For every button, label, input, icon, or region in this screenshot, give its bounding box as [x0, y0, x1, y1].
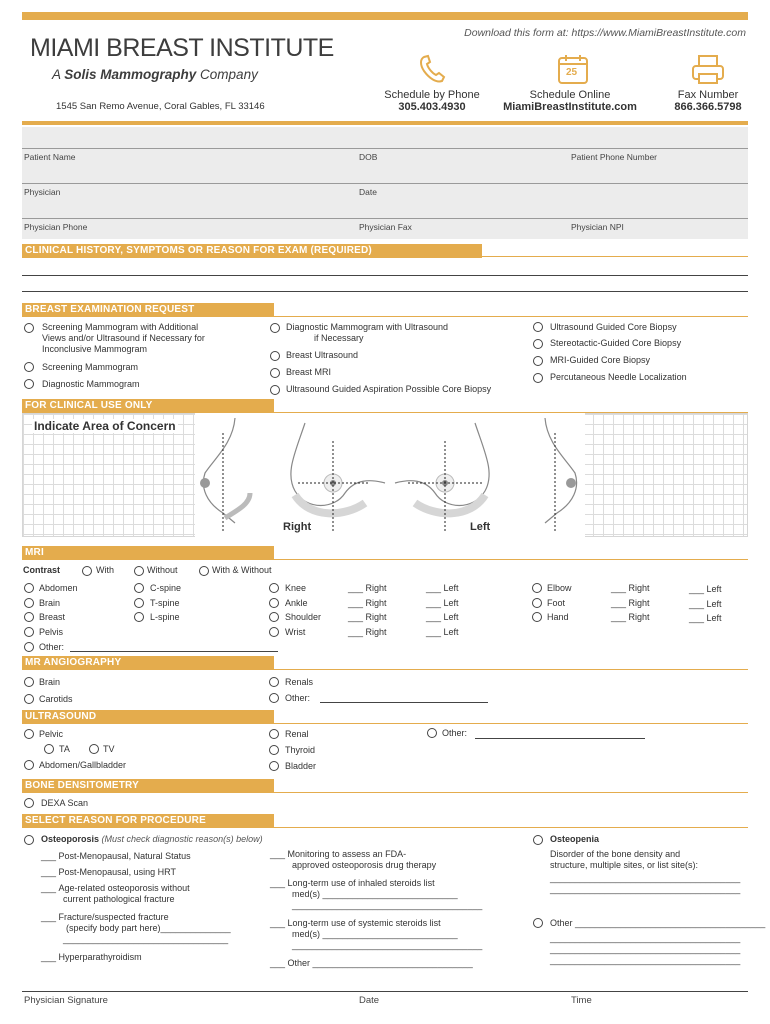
reason-other-right[interactable]: Other ______________________________________ [550, 918, 766, 928]
radio-knee[interactable] [269, 583, 279, 593]
radio-abdomen-gallbladder[interactable] [24, 760, 34, 770]
phone-number[interactable]: 305.403.4930 [398, 101, 466, 113]
address: 1545 San Remo Avenue, Coral Gables, FL 33146 [56, 101, 265, 112]
option-label: Pelvis [39, 627, 64, 637]
patient-name-label: Patient Name [24, 152, 76, 162]
option-label: Other: [39, 642, 65, 652]
clinical-history-header: CLINICAL HISTORY, SYMPTOMS OR REASON FOR EXAM (REQUIRED) [22, 244, 482, 258]
radio-c-spine[interactable] [134, 583, 144, 593]
footer-time-label: Time [571, 995, 592, 1006]
option-label: Hand [547, 612, 569, 622]
option-label: L-spine [150, 612, 180, 622]
radio-us-other[interactable] [427, 728, 437, 738]
option-label: Breast MRI [286, 367, 332, 377]
bone-header: BONE DENSITOMETRY [22, 779, 274, 793]
option-label: Pelvic [39, 729, 64, 739]
option-label: TA [59, 744, 70, 754]
option-label: Knee [285, 583, 307, 593]
option-label: Elbow [547, 583, 572, 593]
radio-pelvis[interactable] [24, 627, 34, 637]
calendar-day: 25 [566, 67, 578, 78]
radio-tv[interactable] [89, 744, 99, 754]
radio-ankle[interactable] [269, 598, 279, 608]
option-label: Shoulder [285, 612, 322, 622]
option-label: Foot [547, 598, 566, 608]
radio-shoulder[interactable] [269, 612, 279, 622]
wrist-right[interactable]: ___ Right [348, 627, 387, 637]
option-label: TV [103, 744, 115, 754]
option-label: Brain [39, 598, 61, 608]
radio-mri-biopsy[interactable] [533, 356, 543, 366]
option-label: With & Without [212, 565, 272, 575]
ankle-left[interactable]: ___ Left [426, 598, 459, 608]
clinical-history-line[interactable] [22, 291, 748, 292]
option-label: Abdomen/Gallbladder [39, 760, 127, 770]
radio-diagnostic-mammogram[interactable] [24, 379, 34, 389]
hand-right[interactable]: ___ Right [611, 612, 650, 622]
radio-screening-mammogram[interactable] [24, 362, 34, 372]
radio-renals[interactable] [269, 677, 279, 687]
radio-breast-ultrasound[interactable] [270, 351, 280, 361]
signature-label: Physician Signature [24, 995, 108, 1006]
physician-label: Physician [24, 187, 61, 197]
patient-phone-label: Patient Phone Number [571, 152, 657, 162]
hand-left[interactable]: ___ Left [689, 613, 722, 623]
option-label: Wrist [285, 627, 306, 637]
post-menopausal-natural[interactable]: ___ Post-Menopausal, Natural Status [41, 851, 191, 861]
shoulder-left[interactable]: ___ Left [426, 612, 459, 622]
wrist-left[interactable]: ___ Left [426, 627, 459, 637]
elbow-right[interactable]: ___ Right [611, 583, 650, 593]
date-label: Date [359, 187, 377, 197]
radio-stereotactic-biopsy[interactable] [533, 339, 543, 349]
option-label: DEXA Scan [41, 798, 89, 808]
monitoring-fda[interactable]: ___ Monitoring to assess an FDA- approved osteoporosis drug therapy [270, 849, 437, 870]
hyperparathyroidism[interactable]: ___ Hyperparathyroidism [41, 952, 142, 962]
radio-pelvic[interactable] [24, 729, 34, 739]
osteoporosis-label: Osteoporosis (Must check diagnostic reason(s) below) [41, 834, 263, 844]
physician-fax-label: Physician Fax [359, 222, 412, 232]
mri-other-field[interactable] [70, 651, 278, 652]
radio-mra-brain[interactable] [24, 677, 34, 687]
us-other-field[interactable] [475, 738, 645, 739]
radio-needle-localization[interactable] [533, 373, 543, 383]
elbow-left[interactable]: ___ Left [689, 584, 722, 594]
radio-abdomen[interactable] [24, 583, 34, 593]
option-label: C-spine [150, 583, 182, 593]
radio-osteopenia[interactable] [533, 835, 543, 845]
clinical-use-header: FOR CLINICAL USE ONLY [22, 399, 274, 413]
option-label: Breast Ultrasound [286, 350, 359, 360]
option-label: Brain [39, 677, 61, 687]
footer-date-label: Date [359, 995, 380, 1006]
radio-carotids[interactable] [24, 694, 34, 704]
radio-reason-other[interactable] [533, 918, 543, 928]
breast-exam-header: BREAST EXAMINATION REQUEST [22, 303, 274, 317]
schedule-online: Schedule Online MiamiBreastInstitute.com [488, 89, 652, 113]
fracture[interactable]: ___ Fracture/suspected fracture (specify body part here)______________ _________________________________ [41, 912, 231, 944]
option-label: Screening Mammogram [42, 362, 139, 372]
radio-l-spine[interactable] [134, 612, 144, 622]
foot-left[interactable]: ___ Left [689, 599, 722, 609]
osteopenia-label: Osteopenia [550, 834, 600, 844]
brand-name: MIAMI BREAST INSTITUTE [30, 34, 334, 62]
fax-icon [691, 54, 725, 86]
contrast-label: Contrast [23, 565, 61, 575]
osteopenia-desc: Disorder of the bone density and structure, multiple sites, or list site(s): [550, 849, 699, 870]
option-label: Without [147, 565, 178, 575]
option-label: T-spine [150, 598, 180, 608]
radio-breast[interactable] [24, 612, 34, 622]
option-label: Thyroid [285, 745, 316, 755]
download-text[interactable]: Download this form at: https://www.MiamiBreastInstitute.com [464, 27, 746, 39]
radio-wrist[interactable] [269, 627, 279, 637]
indicate-area-label: Indicate Area of Concern [34, 419, 176, 433]
mra-other-field[interactable] [320, 702, 488, 703]
radio-t-spine[interactable] [134, 598, 144, 608]
option-label: Carotids [39, 694, 73, 704]
option-label: Ultrasound Guided Aspiration Possible Core Biopsy [286, 384, 492, 394]
option-label: Breast [39, 612, 66, 622]
knee-left[interactable]: ___ Left [426, 583, 459, 593]
option-label: Stereotactic-Guided Core Biopsy [550, 338, 682, 348]
radio-elbow[interactable] [532, 583, 542, 593]
ankle-right[interactable]: ___ Right [348, 598, 387, 608]
option-label: Percutaneous Needle Localization [550, 372, 687, 382]
radio-without[interactable] [134, 566, 144, 576]
radio-hand[interactable] [532, 612, 542, 622]
radio-renal[interactable] [269, 729, 279, 739]
systemic-steroids[interactable]: ___ Long-term use of systemic steroids list med(s) ___________________________ ______________________________________ [270, 918, 483, 950]
radio-mra-other[interactable] [269, 693, 279, 703]
option-label: Renal [285, 729, 309, 739]
reason-other-mid[interactable]: ___ Other ________________________________ [270, 958, 473, 968]
left-label: Left [470, 521, 491, 533]
osteopenia-lines[interactable]: ______________________________________ ______________________________________ [550, 873, 741, 894]
radio-foot[interactable] [532, 598, 542, 608]
radio-ta[interactable] [44, 744, 54, 754]
option-label: Diagnostic Mammogram with Ultrasound if Necessary [286, 322, 449, 343]
mra-header: MR ANGIOGRAPHY [22, 656, 274, 670]
option-label: With [96, 565, 114, 575]
header-divider [22, 121, 748, 125]
knee-right[interactable]: ___ Right [348, 583, 387, 593]
physician-phone-label: Physician Phone [24, 222, 88, 232]
option-label: Renals [285, 677, 314, 687]
radio-breast-mri[interactable] [270, 368, 280, 378]
radio-diagnostic-ultrasound[interactable] [270, 323, 280, 333]
top-accent-bar [22, 12, 748, 20]
foot-right[interactable]: ___ Right [611, 598, 650, 608]
option-label: MRI-Guided Core Biopsy [550, 355, 651, 365]
radio-screening-additional[interactable] [24, 323, 34, 333]
option-label: Other: [285, 693, 311, 703]
post-menopausal-hrt[interactable]: ___ Post-Menopausal, using HRT [41, 867, 176, 877]
fax-number: Fax Number 866.366.5798 [674, 89, 742, 113]
radio-brain[interactable] [24, 598, 34, 608]
phone-icon [418, 53, 448, 85]
option-label: Screening Mammogram with Additional Views and/or Ultrasound if Necessary for Inconclusive Mammogram [42, 322, 205, 354]
radio-us-core-biopsy[interactable] [533, 322, 543, 332]
radio-dexa[interactable] [24, 798, 34, 808]
radio-with[interactable] [82, 566, 92, 576]
age-related[interactable]: ___ Age-related osteoporosis without current pathological fracture [41, 883, 190, 904]
physician-npi-label: Physician NPI [571, 222, 624, 232]
shoulder-right[interactable]: ___ Right [348, 612, 387, 622]
clinical-history-line[interactable] [22, 275, 748, 276]
radio-with-without[interactable] [199, 566, 209, 576]
radio-osteoporosis[interactable] [24, 835, 34, 845]
signature-line[interactable] [22, 991, 748, 992]
radio-thyroid[interactable] [269, 745, 279, 755]
mri-header: MRI [22, 546, 274, 560]
radio-aspiration[interactable] [270, 385, 280, 395]
option-label: Other: [442, 728, 468, 738]
option-label: Ankle [285, 598, 308, 608]
website-link[interactable]: MiamiBreastInstitute.com [503, 101, 637, 113]
right-label: Right [283, 521, 312, 533]
option-label: Abdomen [39, 583, 78, 593]
dob-label: DOB [359, 152, 378, 162]
reason-other-lines[interactable]: ______________________________________ ______________________________________ ______________________________________ [550, 933, 741, 965]
breast-diagram [195, 413, 585, 537]
option-label: Ultrasound Guided Core Biopsy [550, 322, 677, 332]
brand-subtitle: A Solis Mammography Company [52, 67, 258, 82]
ultrasound-header: ULTRASOUND [22, 710, 274, 724]
radio-bladder[interactable] [269, 761, 279, 771]
option-label: Diagnostic Mammogram [42, 379, 140, 389]
radio-mri-other[interactable] [24, 642, 34, 652]
reason-header: SELECT REASON FOR PROCEDURE [22, 814, 274, 828]
option-label: Bladder [285, 761, 317, 771]
inhaled-steroids[interactable]: ___ Long-term use of inhaled steroids list med(s) ___________________________ ______________________________________ [270, 878, 483, 910]
schedule-phone: Schedule by Phone 305.403.4930 [372, 89, 492, 113]
